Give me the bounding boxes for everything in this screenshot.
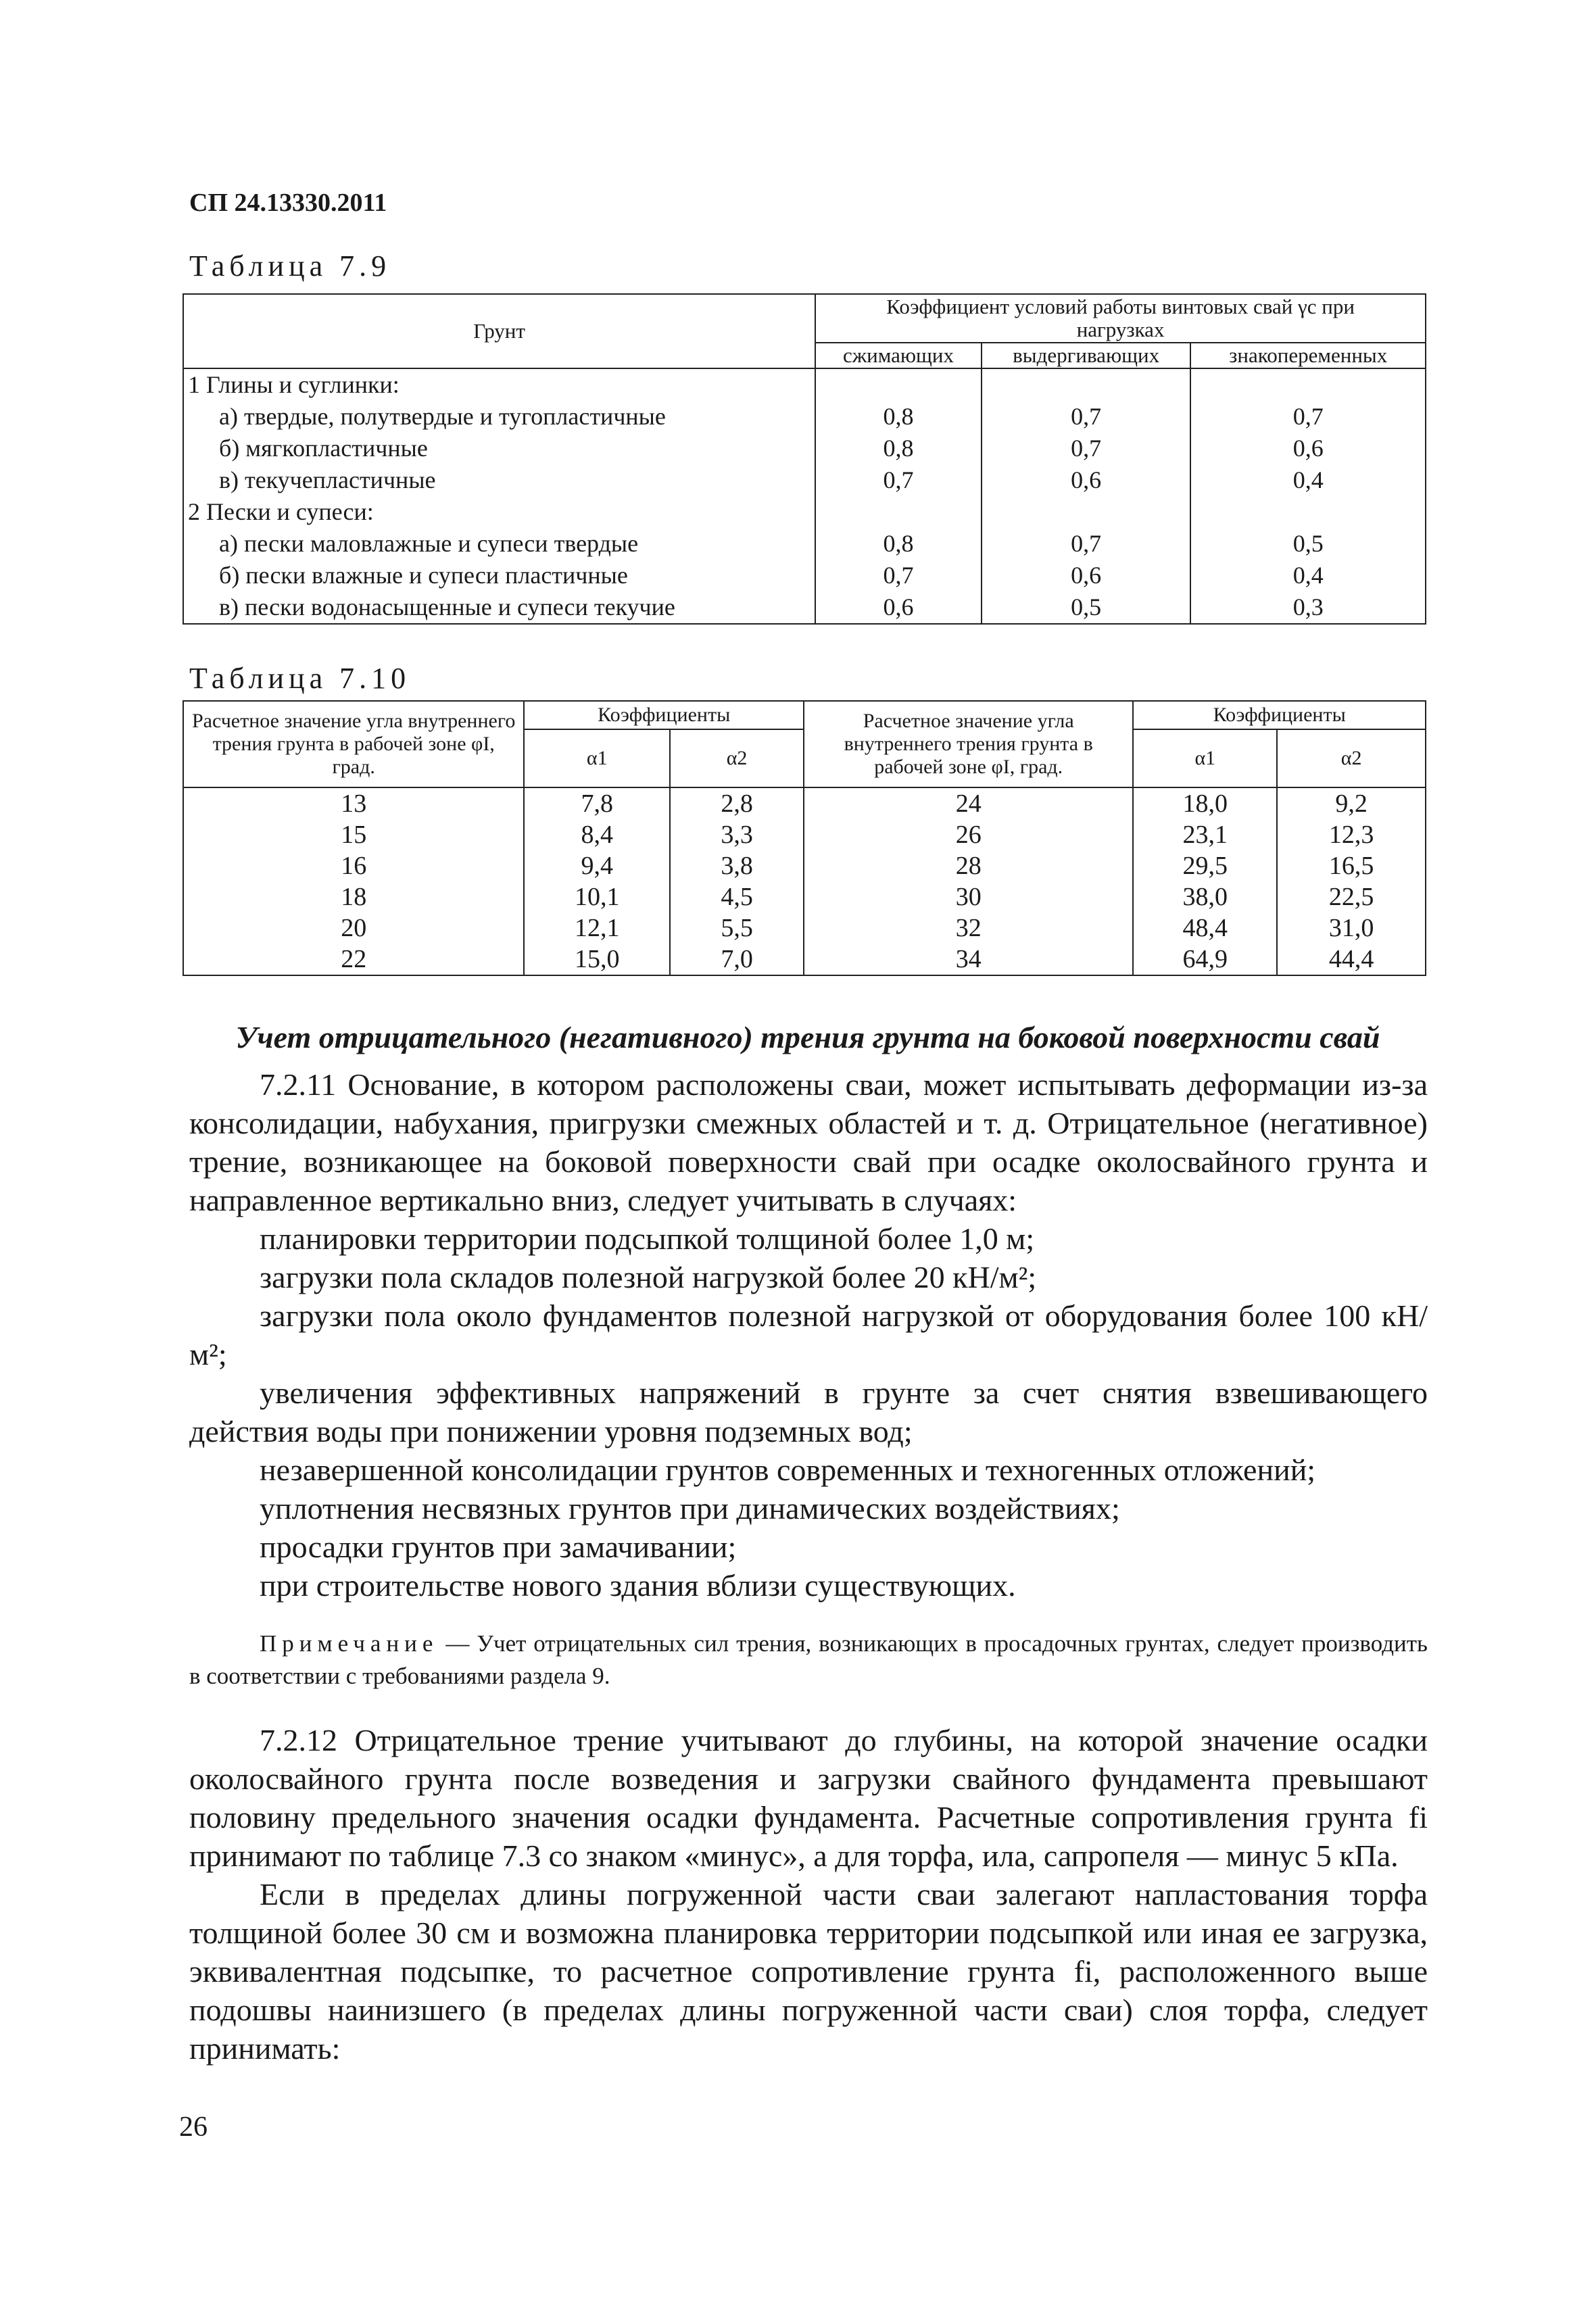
table-row — [183, 401, 1426, 433]
paragraph-peat: Если в пределах длины погруженной части сваи залегают напластования торфа толщиной более 30 см и возможна планировка территории подсыпкой или иная ее загрузка, эквивалентная подсыпке, то расчетное сопротивление грунта fi, расположенного выше подошвы наинизшего (в пределах длины погруженной части сваи) слоя торфа, следует принимать: — [189, 1877, 1428, 2066]
row-label: а) твердые, полутвердые и тугопластичные — [183, 401, 815, 433]
document-code: СП 24.13330.2011 — [189, 189, 387, 217]
angle-left: 13 — [183, 787, 524, 819]
table-row — [183, 787, 1426, 819]
header-compress: сжимающих — [815, 343, 982, 368]
value-compress: 0,8 — [815, 528, 982, 560]
alpha2-left: 3,3 — [670, 819, 804, 850]
table-7-9 — [183, 293, 1426, 625]
value-compress — [815, 368, 982, 401]
angle-left: 15 — [183, 819, 524, 850]
row-label: 2 Пески и супеси: — [183, 496, 815, 528]
alpha2-left: 4,5 — [670, 881, 804, 912]
header-angle-right: Расчетное значение угла внутреннего трения грунта в рабочей зоне φI, град. — [804, 701, 1133, 787]
angle-left: 22 — [183, 944, 524, 975]
note-text: — Учет отрицательных сил трения, возникающих в просадочных грунтах, следует производить в соответствии с требованиями раздела 9. — [189, 1630, 1428, 1689]
alpha1-right: 64,9 — [1133, 944, 1277, 975]
alpha2-right: 22,5 — [1277, 881, 1426, 912]
angle-right: 30 — [804, 881, 1133, 912]
table-row — [183, 944, 1426, 975]
table-row — [183, 560, 1426, 591]
angle-right: 34 — [804, 944, 1133, 975]
angle-left: 20 — [183, 912, 524, 944]
value-alternating: 0,4 — [1190, 464, 1426, 496]
table-7-9-caption: Таблица 7.9 — [189, 249, 391, 283]
row-label: б) мягкопластичные — [183, 433, 815, 464]
header-alpha2-right: α2 — [1277, 729, 1426, 787]
value-compress: 0,7 — [815, 560, 982, 591]
value-alternating: 0,3 — [1190, 591, 1426, 624]
alpha1-right: 23,1 — [1133, 819, 1277, 850]
table-row — [183, 368, 1426, 401]
table-row — [183, 850, 1426, 881]
section-title: Учет отрицательного (негативного) трения грунта на боковой поверхности свай — [235, 1020, 1380, 1054]
value-alternating: 0,5 — [1190, 528, 1426, 560]
page-number: 26 — [179, 2112, 208, 2143]
table-row — [183, 464, 1426, 496]
table-row — [183, 912, 1426, 944]
list-item: планировки территории подсыпкой толщиной более 1,0 м; — [260, 1221, 1035, 1256]
value-compress: 0,8 — [815, 433, 982, 464]
alpha2-right: 9,2 — [1277, 787, 1426, 819]
row-label: б) пески влажные и супеси пластичные — [183, 560, 815, 591]
table-7-10-caption: Таблица 7.10 — [189, 662, 411, 695]
alpha1-left: 8,4 — [524, 819, 670, 850]
value-compress: 0,7 — [815, 464, 982, 496]
value-pull — [982, 368, 1191, 401]
header-alpha1-right: α1 — [1133, 729, 1277, 787]
header-coef-right: Коэффициенты — [1133, 701, 1426, 729]
alpha1-right: 38,0 — [1133, 881, 1277, 912]
value-pull: 0,7 — [982, 528, 1191, 560]
value-pull: 0,5 — [982, 591, 1191, 624]
alpha2-right: 31,0 — [1277, 912, 1426, 944]
header-coef-group: Коэффициент условий работы винтовых свай γc при нагрузках — [815, 294, 1426, 343]
section-7-2-12 — [189, 1721, 1428, 2068]
value-alternating: 0,6 — [1190, 433, 1426, 464]
angle-left: 16 — [183, 850, 524, 881]
value-pull: 0,7 — [982, 401, 1191, 433]
value-alternating: 0,7 — [1190, 401, 1426, 433]
alpha1-left: 12,1 — [524, 912, 670, 944]
header-alternating: знакопеременных — [1190, 343, 1426, 368]
alpha1-left: 9,4 — [524, 850, 670, 881]
value-pull — [982, 496, 1191, 528]
list-item: загрузки пола складов полезной нагрузкой более 20 кН/м²; — [260, 1260, 1037, 1294]
list-item: увеличения эффективных напряжений в грунте за счет снятия взвешивающего действия воды при понижении уровня подземных вод; — [189, 1375, 1428, 1448]
list-item: загрузки пола около фундаментов полезной нагрузкой от оборудования более 100 кН/м²; — [189, 1298, 1428, 1371]
alpha1-right: 48,4 — [1133, 912, 1277, 944]
alpha2-left: 5,5 — [670, 912, 804, 944]
table-row — [183, 496, 1426, 528]
alpha2-right: 16,5 — [1277, 850, 1426, 881]
value-compress: 0,8 — [815, 401, 982, 433]
angle-left: 18 — [183, 881, 524, 912]
alpha2-left: 7,0 — [670, 944, 804, 975]
header-coef-left: Коэффициенты — [524, 701, 804, 729]
alpha2-right: 12,3 — [1277, 819, 1426, 850]
value-pull: 0,6 — [982, 560, 1191, 591]
alpha1-right: 29,5 — [1133, 850, 1277, 881]
value-pull: 0,6 — [982, 464, 1191, 496]
value-compress — [815, 496, 982, 528]
note-label: Примечание — [260, 1630, 439, 1657]
value-alternating — [1190, 496, 1426, 528]
header-alpha2-left: α2 — [670, 729, 804, 787]
table-row — [183, 528, 1426, 560]
table-row — [183, 819, 1426, 850]
note — [189, 1628, 1428, 1692]
table-row — [183, 591, 1426, 624]
row-label: а) пески маловлажные и супеси твердые — [183, 528, 815, 560]
row-label: в) пески водонасыщенные и супеси текучие — [183, 591, 815, 624]
angle-right: 26 — [804, 819, 1133, 850]
alpha1-left: 7,8 — [524, 787, 670, 819]
header-angle-left: Расчетное значение угла внутреннего трения грунта в рабочей зоне φI, град. — [183, 701, 524, 787]
table-row — [183, 881, 1426, 912]
alpha2-left: 2,8 — [670, 787, 804, 819]
paragraph-7-2-12: 7.2.12 Отрицательное трение учитывают до глубины, на которой значение осадки околосвайного грунта после возведения и загрузки свайного фундамента превышают половину предельного значения осадки фундамента. Расчетные сопротивления грунта fi принимают по таблице 7.3 со знаком «минус», а для торфа, ила, сапропеля — минус 5 кПа. — [189, 1723, 1428, 1873]
list-item: незавершенной консолидации грунтов современных и техногенных отложений; — [260, 1453, 1316, 1487]
list-item: уплотнения несвязных грунтов при динамических воздействиях; — [260, 1491, 1120, 1526]
list-item: при строительстве нового здания вблизи существующих. — [260, 1568, 1016, 1603]
angle-right: 24 — [804, 787, 1133, 819]
angle-right: 32 — [804, 912, 1133, 944]
value-alternating: 0,4 — [1190, 560, 1426, 591]
section-7-2-11 — [189, 1065, 1428, 1605]
alpha2-left: 3,8 — [670, 850, 804, 881]
header-alpha1-left: α1 — [524, 729, 670, 787]
header-pull: выдергивающих — [982, 343, 1191, 368]
row-label: в) текучепластичные — [183, 464, 815, 496]
angle-right: 28 — [804, 850, 1133, 881]
value-alternating — [1190, 368, 1426, 401]
list-item: просадки грунтов при замачивании; — [260, 1530, 737, 1564]
value-compress: 0,6 — [815, 591, 982, 624]
row-label: 1 Глины и суглинки: — [183, 368, 815, 401]
table-row — [183, 433, 1426, 464]
value-pull: 0,7 — [982, 433, 1191, 464]
header-soil: Грунт — [183, 294, 815, 368]
alpha1-left: 10,1 — [524, 881, 670, 912]
alpha1-right: 18,0 — [1133, 787, 1277, 819]
table-7-10 — [183, 700, 1426, 976]
alpha2-right: 44,4 — [1277, 944, 1426, 975]
paragraph-7-2-11: 7.2.11 Основание, в котором расположены сваи, может испытывать деформации из-за консолидации, набухания, пригрузки смежных областей и т. д. Отрицательное (негативное) трение, возникающее на боковой поверхности свай при осадке околосвайного грунта и направленное вертикально вниз, следует учитывать в случаях: — [189, 1067, 1428, 1217]
alpha1-left: 15,0 — [524, 944, 670, 975]
